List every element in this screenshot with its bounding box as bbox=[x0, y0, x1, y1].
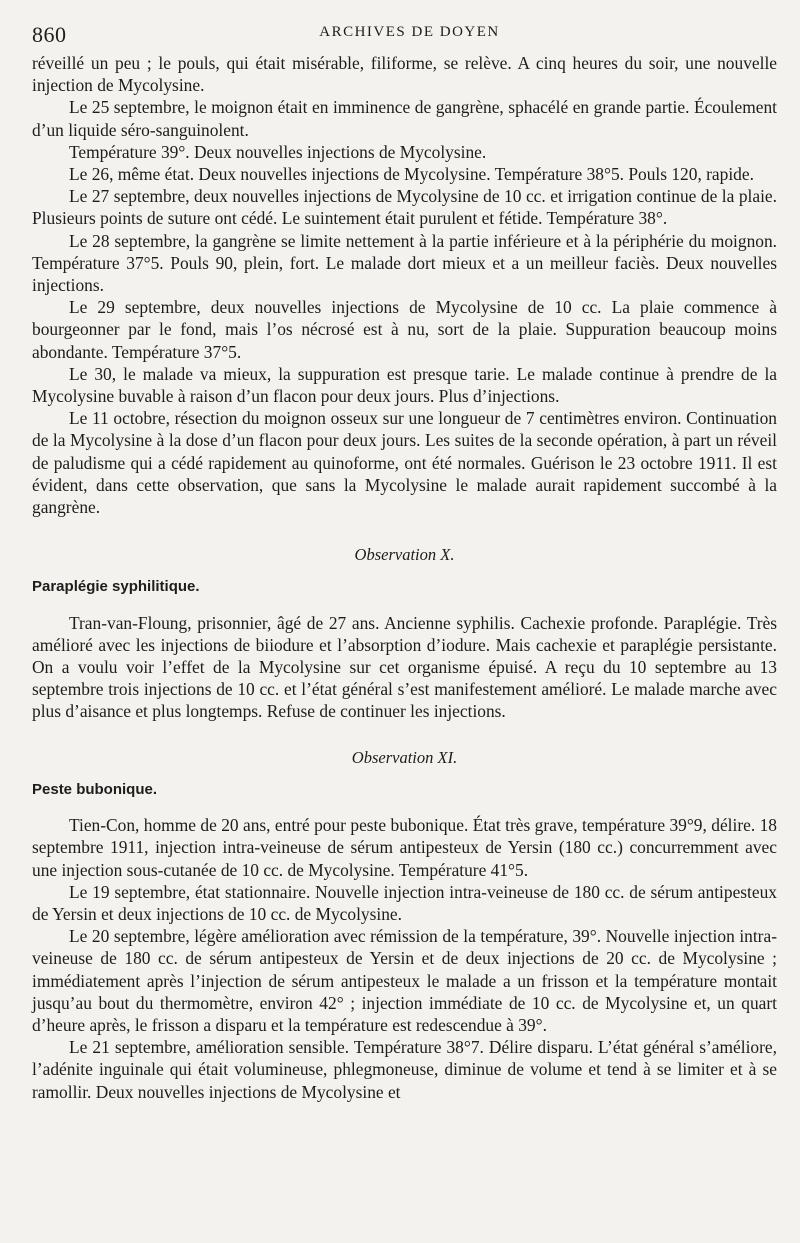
paragraph: Le 11 octobre, résection du moignon osseux sur une longueur de 7 centimètres environ. Continuation de la Mycolysine à la dose d’un flacon pour deux jours. Les suites de la seconde opération, à part un réveil de paludisme qui a cédé rapidement au quinoforme, ont été normales. Guérison le 23 octobre 1911. Il est évident, dans cette observation, que sans la Mycolysine le malade aurait rapidement succombé à la gangrène. bbox=[32, 408, 777, 518]
document-page bbox=[32, 18, 777, 1103]
paragraph: Tien-Con, homme de 20 ans, entré pour peste bubonique. État très grave, température 39°9, délire. 18 septembre 1911, injection intra-veineuse de sérum antipesteux de Yersin (180 cc.) concurremment avec une injection sous-cutanée de 10 cc. de Mycolysine. Température 41°5. bbox=[32, 815, 777, 880]
page-number: 860 bbox=[32, 22, 67, 47]
paragraph: Le 20 septembre, légère amélioration avec rémission de la température, 39°. Nouvelle injection intra-veineuse de 180 cc. de sérum antipesteux de Yersin et de deux injections de 20 cc. de Mycolysine ; immédiatement après l’injection de sérum antipesteux le malade a un frisson et la température montait jusqu’au bout du thermomètre, environ 42° ; injection immédiate de 10 cc. de Mycolysine et, un quart d’heure après, le frisson a disparu et la température est redescendue à 39°. bbox=[32, 926, 777, 1035]
observation-x-title: Observation X. bbox=[354, 545, 455, 565]
paragraph: réveillé un peu ; le pouls, qui était misérable, filiforme, se relève. A cinq heures du soir, une nouvelle injection de Mycolysine. bbox=[32, 53, 777, 96]
paragraph: Le 21 septembre, amélioration sensible. Température 38°7. Délire disparu. L’état général s’améliore, l’adénite inguinale qui était volumineuse, phlegmoneuse, diminue de volume et tend à se limiter et à se ramollir. Deux nouvelles injections de Mycolysine et bbox=[32, 1037, 777, 1102]
paragraph: Tran-van-Floung, prisonnier, âgé de 27 ans. Ancienne syphilis. Cachexie profonde. Paraplégie. Très amélioré avec les injections de biiodure et l’absorption d’iodure. Mais cachexie et paraplégie persistante. On a voulu voir l’effet de la Mycolysine sur cet organisme épuisé. A reçu du 10 septembre au 13 septembre trois injections de 10 cc. et l’état général s’est manifestement amélioré. Le malade marche avec plus d’aisance et plus longtemps. Refuse de continuer les injections. bbox=[32, 612, 777, 722]
paragraph: Le 26, même état. Deux nouvelles injections de Mycolysine. Température 38°5. Pouls 120, rapide. bbox=[69, 164, 754, 185]
paragraph: Le 25 septembre, le moignon était en imminence de gangrène, sphacélé en grande partie. Écoulement d’un liquide séro-sanguinolent. bbox=[32, 97, 777, 140]
paragraph: Le 29 septembre, deux nouvelles injections de Mycolysine de 10 cc. La plaie commence à bourgeonner par le fond, mais l’os nécrosé est à nu, sort de la plaie. Suppuration beaucoup moins abondante. Température 37°5. bbox=[32, 297, 777, 362]
running-title: ARCHIVES DE DOYEN bbox=[319, 24, 500, 40]
paragraph: Le 30, le malade va mieux, la suppuration est presque tarie. Le malade continue à prendre de la Mycolysine buvable à raison d’un flacon pour deux jours. Plus d’injections. bbox=[32, 363, 777, 407]
observation-xi-title: Observation XI. bbox=[351, 747, 458, 767]
paragraph: Le 27 septembre, deux nouvelles injections de Mycolysine de 10 cc. et irrigation continue de la plaie. Plusieurs points de suture ont cédé. Le suintement était purulent et fétide. Température 38°. bbox=[32, 186, 777, 229]
paragraph: Le 19 septembre, état stationnaire. Nouvelle injection intra-veineuse de 180 cc. de sérum antipesteux de Yersin et deux injections de 10 cc. de Mycolysine. bbox=[32, 881, 777, 924]
observation-x-case-title: Paraplégie syphilitique. bbox=[32, 578, 200, 596]
page-header bbox=[32, 18, 777, 52]
paragraph: Le 28 septembre, la gangrène se limite nettement à la partie inférieure et à la périphérie du moignon. Température 37°5. Pouls 90, plein, fort. Le malade dort mieux et a un meilleur faciès. Deux nouvelles injections. bbox=[32, 230, 777, 296]
observation-xi-case-title: Peste bubonique. bbox=[32, 780, 158, 798]
paragraph: Température 39°. Deux nouvelles injections de Mycolysine. bbox=[69, 141, 487, 162]
body-text bbox=[32, 52, 777, 1103]
